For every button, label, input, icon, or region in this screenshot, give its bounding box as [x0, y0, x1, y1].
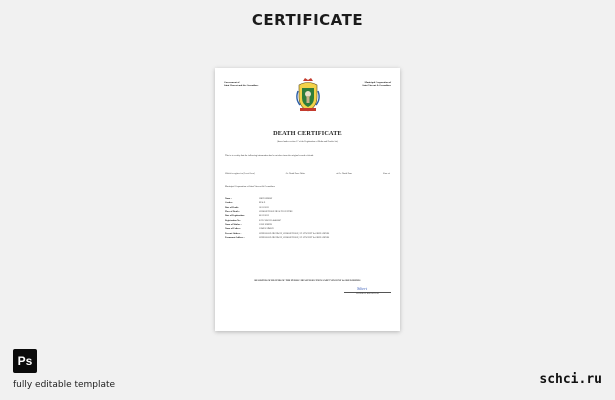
field-value: GEORGETOWN HEALTH CENTRE	[259, 211, 293, 214]
field-label: Name of Mother :	[225, 224, 242, 227]
field-value: MALE	[259, 202, 266, 205]
field-value: 18/11/2022	[259, 206, 269, 209]
field-value: JANE SIMON	[259, 224, 272, 227]
intro-text: This is to certify that the following information has been taken from the original record of death.	[225, 155, 314, 157]
signatory-title: GENERAL REGISTRAR	[356, 293, 379, 295]
template-caption: fully editable template	[13, 380, 116, 390]
field-label: Permanent Address :	[225, 237, 245, 240]
header-right-line: Saint Vincent & Grenadines	[362, 84, 391, 87]
zone-item: of Gr. North Zone	[336, 173, 353, 175]
field-label: Name :	[225, 198, 232, 200]
header-left-line: Government of	[224, 81, 240, 84]
field-label: Gender :	[225, 202, 234, 205]
field-value: JOHN SIMON	[259, 198, 273, 200]
field-value: 08/12/2022	[259, 215, 269, 218]
field-label: Name of Father :	[225, 228, 241, 231]
page-title: CERTIFICATE	[251, 11, 364, 29]
document-title: DEATH CERTIFICATE	[273, 130, 342, 137]
document-subtitle: (Issued under section 17 of the Registration of Births and Deaths Act)	[276, 141, 339, 143]
field-value: JAMES SIMON	[259, 228, 274, 231]
zone-item: Which is register for [Local Area]	[225, 173, 255, 175]
field-value: SCDCLRG22140406067	[259, 219, 282, 222]
header-right	[336, 81, 391, 87]
coat-of-arms-icon	[293, 77, 323, 113]
photoshop-icon: Ps	[13, 349, 37, 373]
field-label: Present Address :	[225, 232, 242, 235]
field-label: Date of Death :	[225, 206, 240, 209]
header-left	[224, 81, 279, 87]
field-label: Registration No :	[225, 219, 242, 222]
zone-item: Zone of	[383, 173, 390, 175]
field-value: WINDWARD HIGHWAY, GEORGETOWN, ST. VINCENT & GRENADINES	[259, 237, 330, 240]
field-row	[225, 236, 395, 240]
field-label: Date of Registration :	[225, 215, 246, 218]
field-label: Place of Death :	[225, 211, 240, 214]
brand-watermark: schci.ru	[539, 372, 602, 387]
field-value: WINDWARD HIGHWAY, GEORGETOWN, ST. VINCENT & GRENADINES	[259, 232, 330, 235]
municipal-text: Municipal Corporation of Saint Vincent & Grenadines	[225, 186, 275, 188]
header-right-line: Municipal Corporation of	[364, 81, 391, 84]
fields-list	[225, 197, 395, 240]
certificate-sheet	[215, 68, 400, 331]
signature: Sibert	[357, 286, 368, 291]
header-left-line: Saint Vincent and the Grenadines	[224, 84, 259, 87]
zone-row	[225, 173, 390, 175]
zone-item: Gr. North Zone Office	[285, 173, 306, 175]
register-line: REGISTER OF DEATHS OF THE PUBLIC HEALTH SECTION SAINT VINCENT & GRENADINES	[254, 279, 361, 282]
